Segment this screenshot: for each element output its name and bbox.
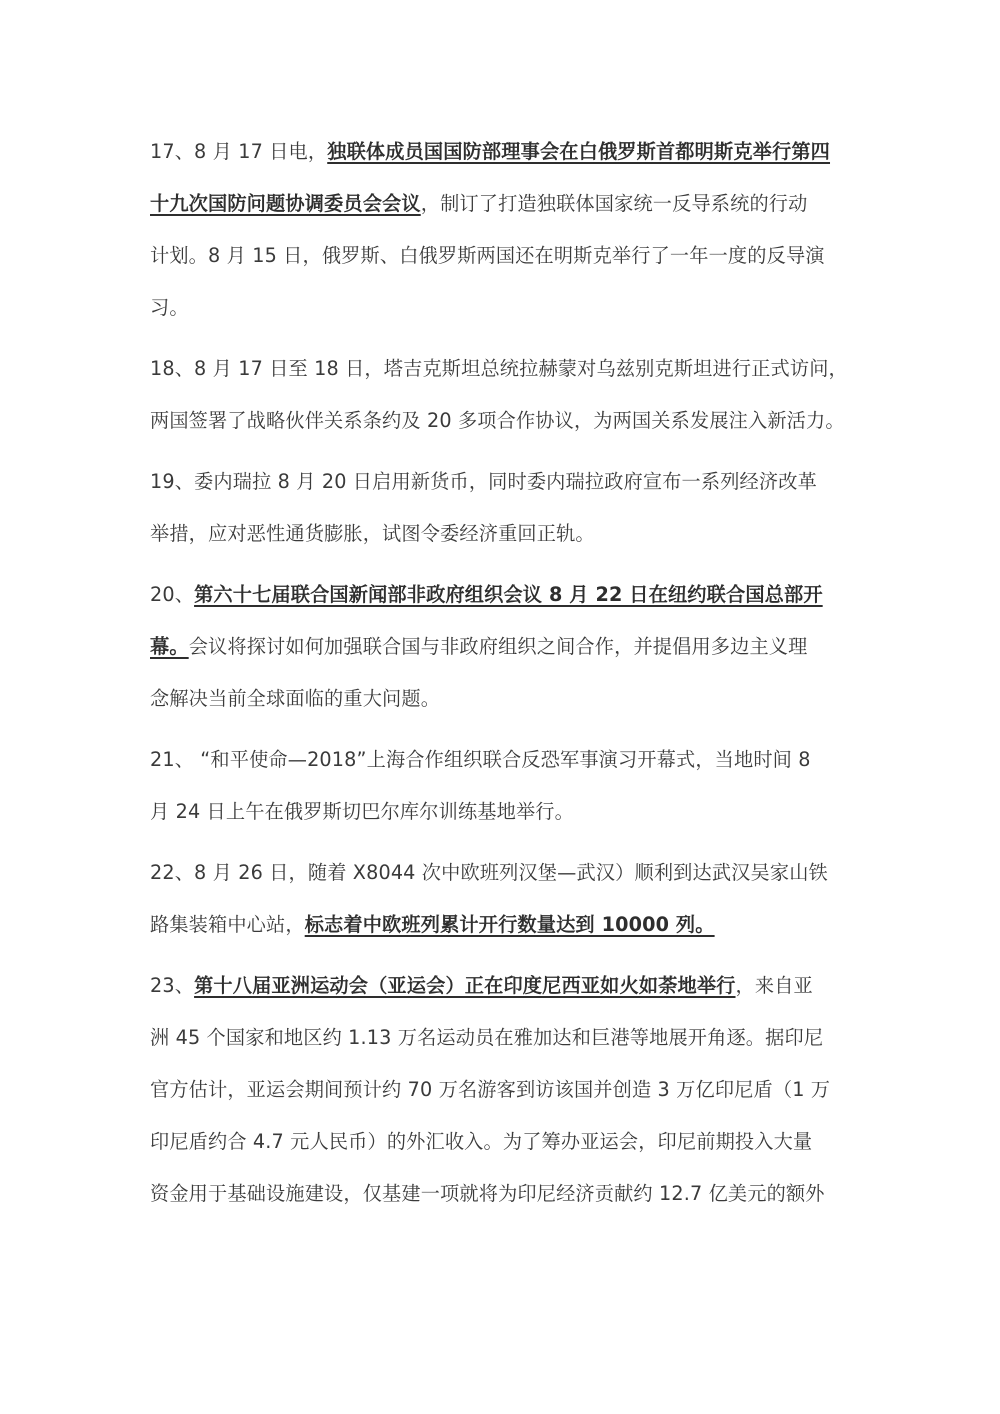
body-text: ，制订了打造独联体国家统一反导系统的行动 [420,192,808,215]
body-text: 两国签署了战略伙伴关系条约及 20 多项合作协议，为两国关系发展注入新活力。 [150,409,845,432]
text-line [150,1012,870,1064]
body-text: 17、8 月 17 日电， [150,140,328,163]
news-item [150,960,870,1220]
body-text: 23、 [150,974,195,997]
news-item [150,343,870,447]
body-text: 会议将探讨如何加强联合国与非政府组织之间合作，并提倡用多边主义理 [188,635,808,658]
text-line [150,1064,870,1116]
body-text: 印尼盾约合 4.7 元人民币）的外汇收入。为了筹办亚运会，印尼前期投入大量 [150,1130,813,1153]
emphasized-text: 第六十七届联合国新闻部非政府组织会议 8 月 22 日在纽约联合国总部开 [194,583,823,606]
text-line [150,456,870,508]
text-line [150,508,870,560]
emphasized-text: 十九次国防问题协调委员会会议 [150,192,421,215]
body-text: ，来自亚 [735,974,813,997]
text-line [150,395,870,447]
news-item [150,569,870,725]
emphasized-text: 标志着中欧班列累计开行数量达到 10000 列。 [304,913,715,936]
body-text: 举措，应对恶性通货膨胀，试图令委经济重回正轨。 [150,522,595,545]
body-text: 资金用于基础设施建设，仅基建一项就将为印尼经济贡献约 12.7 亿美元的额外 [150,1182,825,1205]
news-item [150,734,870,838]
body-text: 22、8 月 26 日，随着 X8044 次中欧班列汉堡—武汉）顺利到达武汉吴家山铁 [150,861,828,884]
body-text: 计划。8 月 15 日，俄罗斯、白俄罗斯两国还在明斯克举行了一年一度的反导演 [150,244,825,267]
text-line [150,1168,870,1220]
body-text: 念解决当前全球面临的重大问题。 [150,687,441,710]
text-line [150,230,870,282]
body-text: 路集装箱中心站， [150,913,305,936]
body-text: 月 24 日上午在俄罗斯切巴尔库尔训练基地举行。 [150,800,574,823]
text-line [150,960,870,1012]
text-line [150,178,870,230]
text-line [150,673,870,725]
news-item [150,456,870,560]
document-body [150,126,870,1229]
body-text: 习。 [150,296,189,319]
text-line [150,786,870,838]
body-text: 19、委内瑞拉 8 月 20 日启用新货币，同时委内瑞拉政府宣布一系列经济改革 [150,470,817,493]
news-item [150,126,870,334]
text-line [150,1116,870,1168]
body-text: 官方估计，亚运会期间预计约 70 万名游客到访该国并创造 3 万亿印尼盾（1 万 [150,1078,831,1101]
text-line [150,569,870,621]
text-line [150,899,870,951]
text-line [150,734,870,786]
text-line [150,621,870,673]
emphasized-text: 独联体成员国国防部理事会在白俄罗斯首都明斯克举行第四 [327,140,831,163]
emphasized-text: 第十八届亚洲运动会（亚运会）正在印度尼西亚如火如荼地举行 [194,974,736,997]
text-line [150,282,870,334]
news-item [150,847,870,951]
emphasized-text: 幕。 [150,635,189,658]
body-text: 20、 [150,583,195,606]
body-text: 18、8 月 17 日至 18 日，塔吉克斯坦总统拉赫蒙对乌兹别克斯坦进行正式访问， [150,357,848,380]
body-text: 洲 45 个国家和地区约 1.13 万名运动员在雅加达和巨港等地展开角逐。据印尼 [150,1026,824,1049]
text-line [150,343,870,395]
body-text: 21、 “和平使命—2018”上海合作组织联合反恐军事演习开幕式，当地时间 8 [150,748,811,771]
text-line [150,847,870,899]
text-line [150,126,870,178]
